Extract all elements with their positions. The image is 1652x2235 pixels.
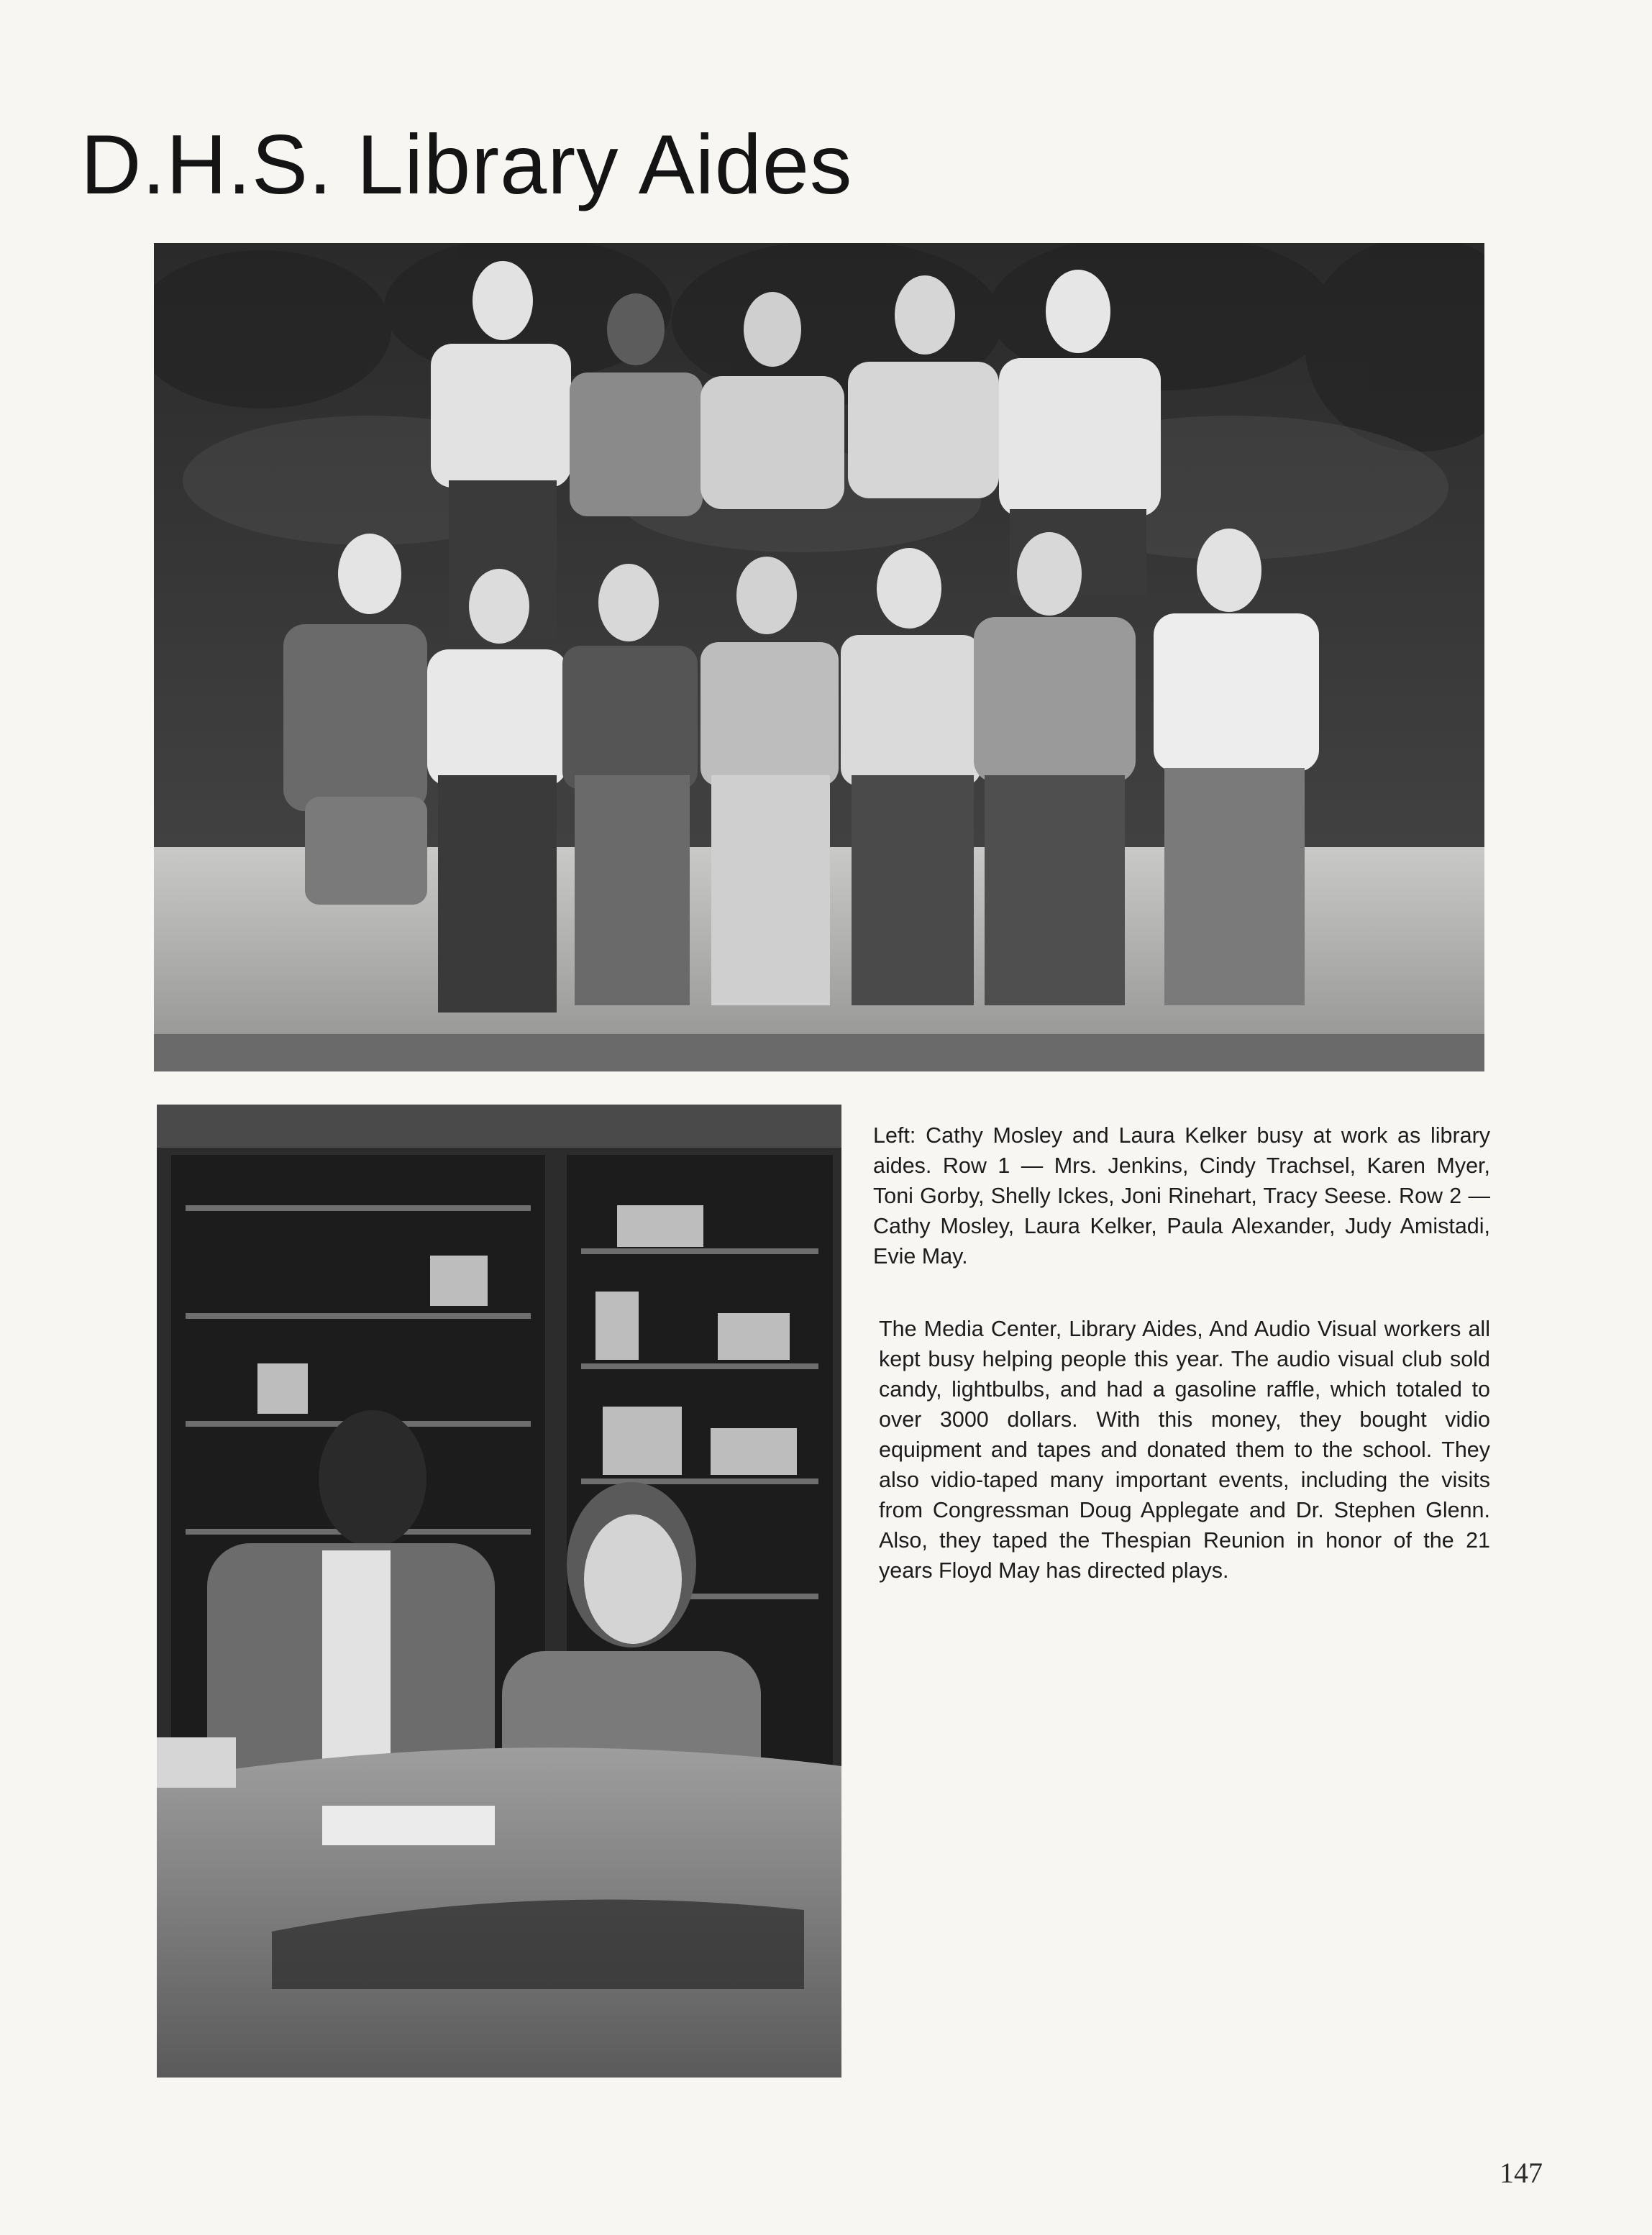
photo-caption: Left: Cathy Mosley and Laura Kelker busy at work as library aides. Row 1 — Mrs. Jenkins, Cindy Trachsel, Karen Myer, Toni Gorby, Shelly Ickes, Joni Rinehart, Tracy Seese. Row 2 — Cathy Mosley, Laura Kelker, Paula Alexander, Judy Amistadi, Evie May.: [873, 1123, 1490, 1269]
desk-photo: [157, 1105, 841, 2078]
article-body: The Media Center, Library Aides, And Audio Visual workers all kept busy helping people this year. The audio visual club sold candy, lightbulbs, and had a gasoline raffle, which totaled to over 3000 dollars. With this money, they bought vidio equipment and tapes and donated them to the school. They also vidio-taped many important events, including the visits from Congressman Doug Applegate and Dr. Stephen Glenn. Also, they taped the Thespian Reunion in honor of the 21 years Floyd May has directed plays.: [879, 1316, 1490, 1583]
page-title: D.H.S. Library Aides: [81, 117, 853, 211]
desk-photo-image: [157, 1105, 841, 2078]
group-photo-image: [154, 243, 1484, 1071]
group-photo: [154, 243, 1484, 1071]
page-number: 147: [1500, 2157, 1543, 2189]
